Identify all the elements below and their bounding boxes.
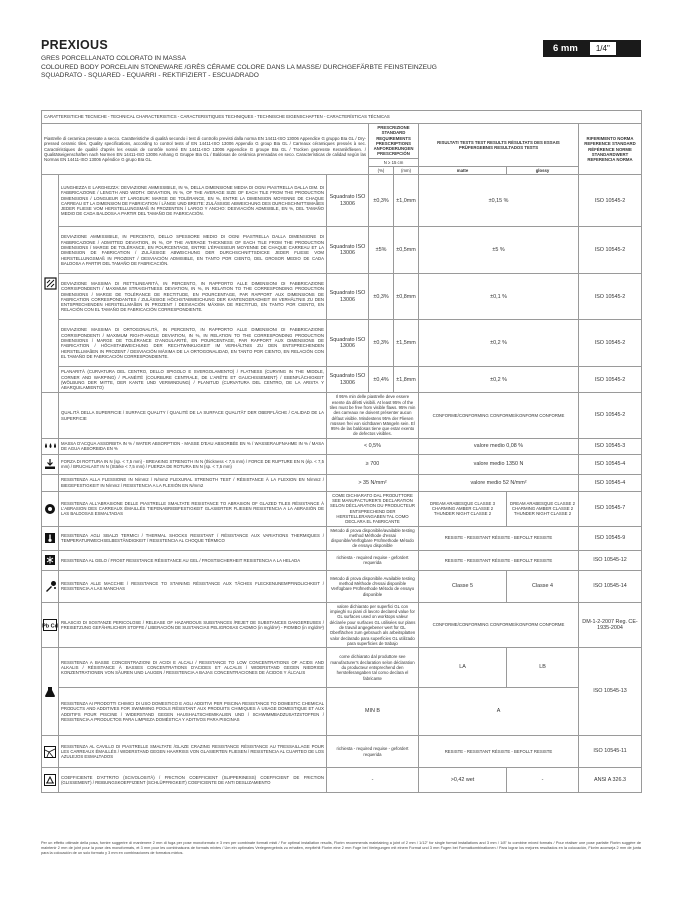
header-reference: RIFERIMENTO NORMA REFERENCE STANDARD RÉFÉRENCE NORME STANDARDWERT REFERENCIA NORMA [579,124,642,175]
subtitle-line-2: COLOURED BODY PORCELAIN STONEWARE /GRÈS CÉRAME COLORE DANS LA MASSE/ DURCHGEFÄRBTE FEINSTEINZEUG [41,63,437,71]
row-straightness-ref: ISO 10545-2 [579,274,642,320]
row-water-absorption-req: < 0,5% [327,438,419,454]
row-staining-matte: Classe 5 [419,570,507,602]
row-crazing-result: RESISTE - RESISTANT RÉSISTE - BEFOLLT RESISTE [419,736,579,768]
breaking-strength-icon [44,458,56,470]
water-drops-icon [44,441,57,451]
thermometer-icon [44,532,56,544]
row-thickness-method: Squadrato ISO 13006 [327,227,369,274]
row-flexural-strength-desc: RESISTENZA ALLA FLESSIONE IN N/mm2 / N/mm2 FLEXURAL STRENGTH TEST / RÉSISTANCE À LA FLEXION EN N/mm2 / BIEGEFESTIGKEIT IN N/mm2 / RESISTENCIA A LA FLEXIÓN EN N/mm2 [59,474,327,491]
row-water-absorption-desc: MASSA D'ACQUA ASSORBITA IN % / WATER ABSORPTION - MASSE D'EAU ABSORBÉE EN % / WASSERAUFNAHME IN % / MASA DE AGUA ABSORBIDA EN % [59,438,327,454]
row-breaking-strength-desc: FORZA DI ROTTURA IN N (sp. < 7,5 mm) - BREAKING STRENGTH IN N (thickness < 7,5 mm) / FORCE DE RUPTURE EN N (ép. < 7,5 mm) / BRUCHLAST IN N (Stärke < 7,5 mm) / FUERZA DE ROTURA EN N (sp. < 7,5 mm) [59,454,327,474]
row-straightness-desc: DEVIAZIONE MASSIMA DI RETTILINEARITÀ, IN PERCENTO, IN RAPPORTO ALLE DIMENSIONI DI FABBRICAZIONE CORRISPONDENTI / MAXIMUM STRAIGHTNESS DEVIATION, IN %, IN RELATION TO THE CORRESPONDING PRODUCTION DIMENSIONS / MARGE DE TOLÉRANCE DE RECTITUDE, EN POURCENTAGE, PAR RAPPORT AUX DIMENSIONS DE FABRICATION CORRESPONDANTES / ZULÄSSIGE HÖCHSTABWEICHUNG DER KANTENGERADHEIT IM VERHÄLTNIS ZU DEN ENTSPRECHENDEN HERSTELLMAßEN IN PROZENT / DESVIACIÓN MÁXIMA DE RECTITUD, EN TANTO POR CIENTO, EN RELACIÓN CON EL TAMAÑO DE FABRICACIÓN CORRESPONDIENTE. [59,274,327,320]
row-abrasion-req: COME DICHIARATO DAL PRODUTTORE SEE MANUFACTURER'S DECLARATION SELON DÉCLARATION DU PRODUCTEUR ENTSPRECHEND DER HERSTELLERANGABEN TAL COMO DECLARA EL FABRICANTE [327,491,419,526]
row-length-width-method: Squadrato ISO 13006 [327,175,369,227]
row-length-width-desc: LUNGHEZZA E LARGHEZZA: DEVIAZIONE AMMISSIBILE, IN %, DELLA DIMENSIONE MEDIA DI OGNI PIASTRELLA DALLA DIM. DI FABBRICAZIONE / LENGTH AND WIDTH: DEVIATION, IN %, OF THE AVERAGE SIZE OF EACH TILE FROM THE PRODUCTION DIMENSIONS / LONGUEUR ET LARGEUR: MARGE DE TOLÉRANCE, EN %, ENTRE LA DIMENSION MOYENNE DE CHAQUE CARREAU ET LA DIMENSION DE FABRICATION / LÄNGE UND BREITE: ZULÄSSIGE ABWEICHUNG DES DURCHSCHNITTSMAßES JEDER FLIESE VOM HERSTELLUNGSMAß IN PROZENTEN / LARGO Y ANCHO: DESVIACIÓN ADMISIBLE, EN %, DEL TAMAÑO MEDIO DE CADA BALDOSA A PARTIR DEL TAMAÑO DE FABRICACIÓN. [59,175,327,227]
row-flatness-mm: ±1,8mm [394,367,419,393]
row-friction-req: - [327,768,419,793]
row-crazing-req: richiesta - required requise - gefordert requerida [327,736,419,768]
row-thermal-shock-desc: RESISTENZA AGLI SBALZI TERMICI / THERMAL SHOCKS RESISTANT / RÉSISTANCE AUX VARIATIONS THERMIQUES / TEMPERATURWECHSELBESTÄNDIGKEIT / RESISTENCIA AL CHOQUE TÉRMICO [59,526,327,550]
row-friction-glossy: - [507,768,579,793]
row-hazardous-desc: RILASCIO DI SOSTANZE PERICOLOSE / RELEASE OF HAZARDOUS SUBSTANCES /REJET DE SUBSTANCES DANGEREUSES / FREISETZUNG GEFÄHRLICHER STOFFE / LIBERACIÓN DE SUSTANCIAS PELIGROSAS CADMIO (in mg/dm²) - PIOMBO (in mg/dm²) [59,602,327,647]
pb-cd-icon [43,619,57,631]
row-frost-desc: RESISTENZA AL GELO / FROST RESISTANCE RÉSISTANCE AU GEL / FROSTSICHERHEIT RESISTENCIA A LA HELADA [59,550,327,570]
row-flexural-strength-ref: ISO 10545-4 [579,474,642,491]
product-subtitles [41,55,501,81]
thickness-inch: 1/4" [590,42,616,55]
row-surface-quality-req: Il 95% min delle piastrelle deve essere esente da difetti visibili. At least 95% of the tiles must be free from visible flaws. 95% min des carreaux ne doivent présenter aucun défaut visible. Mindestens 95% der Fliesen müssen frei von sichtbaren Mängeln sein. El 95% de las baldosas tiene que estar exento de defectos visibles. [327,393,419,438]
row-acids-req: come dichiarato dal produttore see manufacturer's declaration selon déclaration du producteur entsprechend den herstellerangaben tal como declara el fabricante [327,648,419,688]
row-thickness-result: ±5 % [419,227,579,274]
row-surface-quality-ref: ISO 10545-2 [579,393,642,438]
row-friction-matte: >0,42 wet [419,768,507,793]
row-friction-desc: COEFFICIENTE D'ATTRITO (SCIVOLOSITÀ) / FRICTION COEFFICIENT (SLIPPERINESS) COEFFICIENT DE FRICTION (GLISSEMENT) / REIBUNGSKOEFFIZIENT (SCHLÜPFRIGKEIT) COEFICIENTE DE ANTI DESLIZAMIENTO [59,768,327,793]
row-flatness-ref: ISO 10545-2 [579,367,642,393]
unit-percent: (%) [369,167,394,175]
row-length-width-result: ±0,15 % [419,175,579,227]
row-domestic-chemicals-desc: RESISTENZA AI PRODOTTI CHIMICI DI USO DOMESTICO E AGLI ADDITIVI PER PISCINA RESISTANCE TO DOMESTIC CHEMICAL PRODUCTS AND ADDITIVES FOR SWIMMING POOLS RÉSISTANT AUX PRODUITS CHIMIQUES À USAGE DOMESTIQUE ET AUX ADDITIFS POUR PISCINE / WIDERSTAND GEGEN HAUSHALTSCHEMIKALIEN UND / SCHWIMMBADZUSATZSTOFFEN / RESISTENCIA A PRODUCTOS PARA LIMPIEZA DOMÉSTICA Y ADITIVOS PARA PISCINAS [59,688,327,736]
unit-mm: (mm) [394,167,419,175]
stain-icon [44,580,57,593]
row-crazing-desc: RESISTENZA AL CAVILLO DI PIASTRELLE SMALTATE /GLAZE CRAZING RESISTANCE RÉSISTANCE AU TRESSAILLAGE POUR LES CARREAUX ÉMAILLÉS / WIDERSTAND GEGEN HAARRISS VON GLASIERTEN FLIESEN / RESISTENCIA AL CUARTEO DE LOS AZULEJOS ESMALTADOS [59,736,327,768]
subtitle-line-3: SQUADRATO - SQUARED - EQUARRI - REKTIFIZIERT - ESCUADRADO [41,72,259,80]
row-chemical-ref: ISO 10545-13 [579,648,642,736]
tile-dimensions-icon [44,277,57,290]
row-orthogonality-ref: ISO 10545-2 [579,320,642,367]
svg-text:Pb Cd: Pb Cd [42,623,58,630]
row-frost-ref: ISO 10545-12 [579,550,642,570]
row-frost-result: RESISTE - RESISTANT RÉSISTE - BEFOLLT RESISTE [419,550,579,570]
row-staining-req: Metodo di prova disponibile Available testing method Méthode d'essai disponible Verfügbare Prüfmethode Método de ensayo disponible [327,570,419,602]
row-orthogonality-result: ±0,2 % [419,320,579,367]
glossy-label: glossy [507,167,579,175]
header-prescription: PRESCRIZIONE STANDARD REQUIREMENTS PRESCRIPTIONS ANFORDERUNGEN PRESCRIPCIÓN [369,124,419,159]
crazing-icon [44,746,56,758]
row-length-width-mm: ±1,0mm [394,175,419,227]
chemical-flask-icon [44,686,56,698]
row-staining-ref: ISO 10545-14 [579,570,642,602]
subtitle-line-1: GRES PORCELLANATO COLORATO IN MASSA [41,55,186,62]
row-acids-desc: RESISTENZA A BASSE CONCENTRAZIONI DI ACIDI E ALCALI / RESISTANCE TO LOW CONCENTRATIONS OF ACIDS AND ALKALIS / RÉSISTANCE À BASSES CONCENTRATIONS D'ACIDES ET ALCALIS / WIDERSTAND GEGEN NIEDRIGE KONZENTRATIONEN VON SÄUREN UND LAUGEN / RESISTENCIA A BAJAS CONCENTRACIONES DE ÁCIDOS Y ÁLCALIS [59,648,327,688]
friction-icon [44,774,56,786]
row-length-width-pct: ±0,3% [369,175,394,227]
row-breaking-strength-req: ≥ 700 [327,454,419,474]
row-straightness-pct: ±0,3% [369,274,394,320]
row-abrasion-matte: DREAM ARABESQUE CLASSE 3 CHARMING AMBER CLASSE 2 THUNDER NIGHT CLASSE 2 [419,491,507,526]
row-flatness-result: ±0,2 % [419,367,579,393]
thickness-badge [543,40,641,57]
row-flexural-strength-req: > 35 N/mm² [327,474,419,491]
row-hazardous-ref: DM-1-2-2007 Reg. CE-1935-2004 [579,602,642,647]
row-thickness-ref: ISO 10545-2 [579,227,642,274]
row-abrasion-glossy: DREAM ARABESQUE CLASSE 2 CHARMING AMBER CLASSE 2 THUNDER NIGHT CLASSE 2 [507,491,579,526]
row-hazardous-req: valore dichiarato per superfici GL con impieghi su piani di lavoro declared value for GL surfaces used on worktops valeur déclarée pour surfaces GL utilisées sur plans de travail angegebener wert für GL Oberflächen zum gebrauch als arbeitsplatten valor declarado para superficies GL utilizado para superficies de trabajo [327,602,419,647]
installation-footnote: Per un effetto ottimale della posa, fornire suggerire di mantenere 2 mm di fuga per pose monoformato e 3 mm per combinate formati misti / For optimal installation results, Florim recommends maintaining a joint of 2 mm / 1/12" for single format installations and 3 mm / 1/8" to combine mixed formats / Pour réaliser une pose parfaite Florim suggère de maintenir 2 mm de joint pour la pose des monoformats, et 3 mm pour les combinaisons de formats mixtes / Um ein optimales Verlegeergebnis zu erhalten, empfiehlt Florim eine 2 mm Fuge bei Verlegungen mit einem Format und 3 mm Fugen bei Formatkombinationen / Para lograr los mejores resultados en la colocación, Florim aconseja 2 mm de junta para la colocación de un solo formato y 3 mm en combinaciones de formatos mixtos. [41,841,641,855]
row-breaking-strength-result: valore medio 1350 N [419,454,579,474]
row-straightness-mm: ±0,8mm [394,274,419,320]
row-abrasion-desc: RESISTENZA ALL'ABRASIONE DELLE PIASTRELLE SMALTATE RESISTANCE TO ABRASION OF GLAZED TILES RÉSISTANCE À L'ABRASION DES CARREAUX ÉMAILLÉS TIEFENABRIEBFESTIGKEIT GLASIERTER FLIESEN RESISTENCIA A LA ABRASIÓN DE LAS BALDOSAS ESMALTADAS [59,491,327,526]
row-orthogonality-desc: DEVIAZIONE MASSIMA DI ORTOGONALITÀ, IN PERCENTO, IN RAPPORTO ALLE DIMENSIONI DI FABBRICAZIONE CORRISPONDENTI / MAXIMUM RIGHT-ANGLE DEVIATION, IN %, IN RELATION TO THE CORRESPONDING PRODUCTION DIMENSIONS / MARGE DE TOLÉRANCE D'ANGULARITÉ, EN POURCENTAGE, PAR RAPPORT AUX DIMENSIONS DE FABRICATION / HÖCHSTABWEICHUNG DER RECHTWINKLIGKEIT IM VERHÄLTNIS ZU DEN ENTSPRECHENDEN HERSTELLMAßEN IN PROZENT / DESVIACIÓN MÁXIMA DE LA ORTOGONALIDAD, EN TANTO POR CIENTO, EN RELACIÓN CON EL TAMAÑO DE FABRICACIÓN CORRESPONDIENTE. [59,320,327,367]
row-staining-glossy: Classe 4 [507,570,579,602]
row-thermal-shock-result: RESISTE - RESISTANT RÉSISTE - BEFOLLT RESISTE [419,526,579,550]
row-crazing-ref: ISO 10545-11 [579,736,642,768]
row-acids-matte: LA [419,648,507,688]
dimensions-icon-cell [42,175,59,393]
abrasion-icon [44,503,56,515]
row-thickness-mm: ±0,5mm [394,227,419,274]
row-surface-quality-result: CONFORME/CONFORMING CONFORME/KONFORM CONFORME [419,393,579,438]
row-domestic-chemicals-req: MIN B [327,688,419,736]
table-intro: Piastrelle di ceramica pressate a secco. Caratteristiche di qualità secondo i test di controllo previsti dalla norma EN 14411-ISO 13006 Appendice G gruppo BIa GL / Dry-pressed ceramic tiles. Quality specifications, according to control tests of EN 14411-ISO 13006 Appendix G group BIa GL / Carreaux céramiques pressés à sec. Caractéristiques de qualité d'après les essais de contrôle normé EN 14411-ISO 13006 Appendice G groupe BIa GL / Trocken gepresste Keramikfliesen. / Qualitätseigenschaften nach Normen EN 14411-ISO 13006 Anhang G Gruppe BIa GL / Baldosas de cerámica prensadas en seco. Características de calidad según las Normas EN 14411-ISO 13006 Apéndice G grupo BIa GL. [42,124,369,175]
row-thermal-shock-req: Metodo di prova disponibile/available testing method Méthode d'essai disponible/Verfügbare Prüfmethode Método de ensayo disponible [327,526,419,550]
row-breaking-strength-ref: ISO 10545-4 [579,454,642,474]
row-orthogonality-method: Squadrato ISO 13006 [327,320,369,367]
row-friction-ref: ANSI A 326.3 [579,768,642,793]
n-size-label: N ≥ 15 cm [369,158,419,166]
row-flatness-desc: PLANARITÀ (CURVATURA DEL CENTRO, DELLO SPIGOLO E SVERGOLAMENTO) / FLATNESS (CURVING IN THE MIDDLE, CORNER AND WARPING) / PLANÉITÉ (COURBURE CENTRALE, DE L'ARÊTE ET GAUCHISSEMENT) / EBENFLÄCHIGKEIT (WÖLBUNG DER MITTE, DER KANTE UND VERWINDUNG) / PLANITUD (CURVATURA DEL CENTRO, DE LA ARISTA Y ABARQUILAMIENTO) [59,367,327,393]
row-thermal-shock-ref: ISO 10545-9 [579,526,642,550]
row-orthogonality-mm: ±1,5mm [394,320,419,367]
tech-spec-table [41,110,642,793]
row-water-absorption-result: valore medio 0,08 % [419,438,579,454]
row-domestic-chemicals-result: A [419,688,579,736]
thickness-mm: 6 mm [553,43,578,54]
brand-title: PREXIOUS [41,38,108,52]
row-length-width-ref: ISO 10545-2 [579,175,642,227]
matte-label: matte [419,167,507,175]
row-abrasion-ref: ISO 10545-7 [579,491,642,526]
row-flatness-pct: ±0,4% [369,367,394,393]
row-acids-glossy: LB [507,648,579,688]
table-title: CARATTERISTICHE TECNICHE - TECHNICAL CHARACTERISTICS - CARACTERISTIQUES TECHNIQUES - TECHNISCHE EIGENSCHAFTEN - CARACTERÍSTICAS TÉCNICAS [42,111,642,124]
row-orthogonality-pct: ±0,3% [369,320,394,367]
row-flexural-strength-result: valore medio 52 N/mm² [419,474,579,491]
row-water-absorption-ref: ISO 10545-3 [579,438,642,454]
row-straightness-result: ±0,1 % [419,274,579,320]
row-hazardous-result: CONFORME/CONFORMING CONFORME/KONFORM CONFORME [419,602,579,647]
header-results: RISULTATI TESTS TEST RESULTS RÉSULTATS DES ESSAIS PRÜFERGEBNIS RESULTADOS TESTS [419,124,579,167]
row-flatness-method: Squadrato ISO 13006 [327,367,369,393]
row-thickness-desc: DEVIAZIONE AMMISSIBILE, IN PERCENTO, DELLO SPESSORE MEDIO DI OGNI PIASTRELLA DALLA DIMENSIONE DI FABBRICAZIONE / ADMITTED DEVIATION, IN %, OF THE AVERAGE THICKNESS OF EACH TILE FROM THE PRODUCTION DIMENSIONS / MARGE DE TOLÉRANCE, EN POURCENTAGE, ENTRE L'ÉPAISSEUR MOYENNE DE CHAQUE CARREAU ET LA DIMENSION DE FABRICATION / ZULÄSSIGE ABWEICHUNG DER DURCHSCHNITTSDICKE JEDER FLIESE VOM HERSTELLUNGSMAß IN PROZENT / DESVIACIÓN ADMISIBLE, EN TANTO POR CIENTO, DEL GROSOR MEDIO DE CADA BALDOSA A PARTIR DEL TAMAÑO DE FABRICACIÓN. [59,227,327,274]
snowflake-icon [44,554,56,566]
row-surface-quality-desc: QUALITÀ DELLA SUPERFICIE / SURFACE QUALITY / QUALITÉ DE LA SURFACE QUALITÄT DER OBERFLÄCHE / CALIDAD DE LA SUPERFICIE [59,393,327,438]
row-frost-req: richiesta - required requise - gefordert requerida [327,550,419,570]
row-thickness-pct: ±5% [369,227,394,274]
row-straightness-method: Squadrato ISO 13006 [327,274,369,320]
row-staining-desc: RESISTENZA ALLE MACCHIE / RESISTANCE TO STAINING RÉSISTANCE AUX TÂCHES FLECKENUNEMPFINDLICHKEIT / RESISTENCIA A LAS MANCHAS [59,570,327,602]
